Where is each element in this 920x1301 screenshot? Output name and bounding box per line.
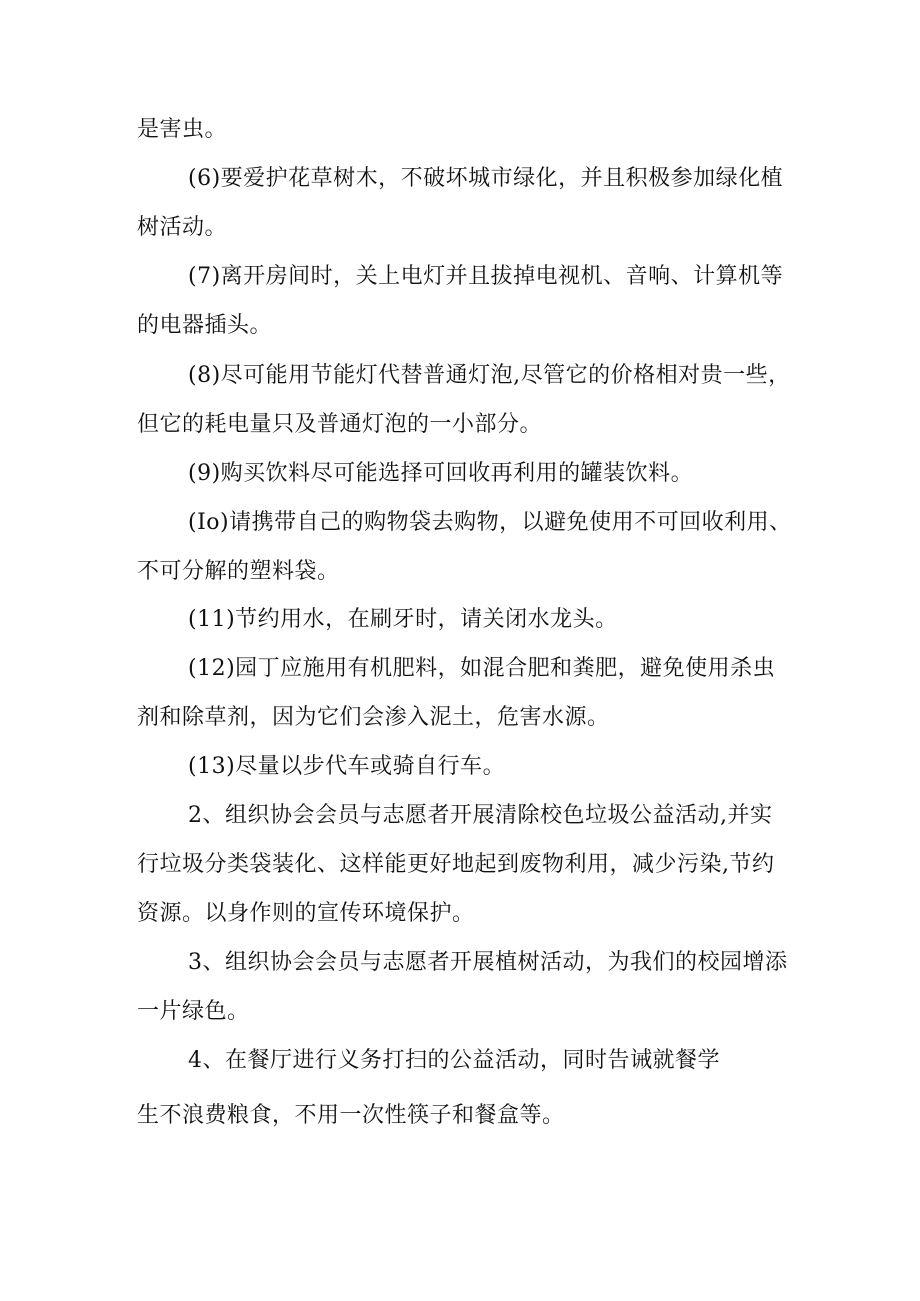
text-line: 4、在餐厅进行义务打扫的公益活动，同时告诫就餐学 (188, 1048, 720, 1073)
text-line: (6)要爱护花草树木，不破坏城市绿化，并且积极参加绿化植 (188, 166, 784, 191)
text-line: (12)园丁应施用有机肥料，如混合肥和粪肥，避免使用杀虫 (188, 656, 776, 681)
text-line: (7)离开房间时，关上电灯并且拔掉电视机、音响、计算机等 (188, 264, 784, 289)
text-line: (13)尽量以步代车或骑自行车。 (188, 754, 506, 779)
text-line: 资源。以身作则的宣传环境保护。 (137, 901, 475, 926)
text-line: 生不浪费粮食，不用一次性筷子和餐盒等。 (137, 1103, 565, 1128)
text-line: 3、组织协会会员与志愿者开展植树活动，为我们的校园增添 (188, 950, 788, 975)
text-line: 是害虫。 (137, 117, 228, 142)
text-line: 剂和除草剂，因为它们会渗入泥土，危害水源。 (137, 705, 610, 730)
text-line: (11)节约用水，在刷牙时，请关闭水龙头。 (188, 607, 618, 632)
text-line: 的电器插头。 (137, 313, 273, 338)
text-line: 行垃圾分类袋装化、这样能更好地起到废物利用，减少污染,节约 (137, 852, 775, 877)
text-line: 一片绿色。 (137, 999, 250, 1024)
text-line: 不可分解的塑料袋。 (137, 559, 340, 584)
text-line: (Io)请携带自己的购物袋去购物，以避免使用不可回收利用、 (188, 510, 792, 535)
text-line: 2、组织协会会员与志愿者开展清除校色垃圾公益活动,并实 (188, 803, 773, 828)
text-line: (8)尽可能用节能灯代替普通灯泡,尽管它的价格相对贵一些， (188, 363, 791, 388)
text-line: 但它的耗电量只及普通灯泡的一小部分。 (137, 412, 543, 437)
text-line: 树活动。 (137, 215, 228, 240)
text-line: (9)购买饮料尽可能选择可回收再利用的罐装饮料。 (188, 461, 694, 486)
